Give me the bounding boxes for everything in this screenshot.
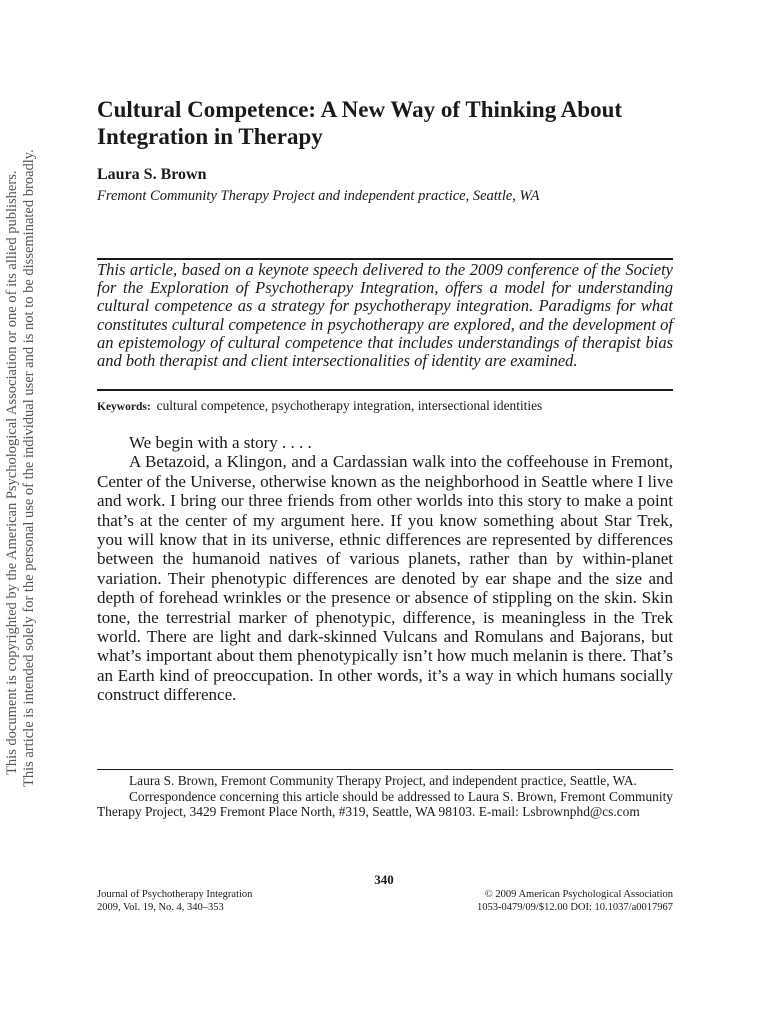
keywords-value: cultural competence, psychotherapy integration, intersectional identities: [156, 398, 543, 413]
page-number: 340: [374, 872, 394, 887]
abstract: This article, based on a keynote speech delivered to the 2009 conference of the Society for the Exploration of Psychotherapy Integration, offers a model for understanding cultural competence as a strategy for psychotherapy integration. Paradigms for what constitutes cultural competence in psychotherapy are explored, and the development of an epistemology of cultural competence that includes understandings of therapist bias and both therapist and client intersectionalities of identity are examined.: [97, 260, 673, 371]
footnotes: [97, 773, 673, 820]
author-affiliation: Fremont Community Therapy Project and independent practice, Seattle, WA: [97, 188, 540, 204]
keywords-line: [97, 398, 673, 414]
copyright-line: © 2009 American Psychological Association: [484, 889, 673, 900]
copyright-notice-line-2: This article is intended solely for the personal use of the individual user and is not to be disseminated broadly.: [21, 149, 37, 787]
body-paragraph: A Betazoid, a Klingon, and a Cardassian walk into the coffeehouse in Fremont, Center of the Universe, otherwise known as the neighborhood in Seattle where I live and work. I bring our three friends from other worlds into this story to make a point that’s at the center of my argument here. If you know something about Star Trek, you will know that in its universe, ethnic differences are represented by differences between the humanoid natives of various planets, rather than by within-planet variation. Their phenotypic differences are denoted by ear shape and the size and depth of forehead wrinkles or the presence or absence of stippling on the skin. Skin tone, the terrestrial marker of phenotypic, difference, is meaningless in the Trek world. There are light and dark-skinned Vulcans and Romulans and Bajorans, but what’s important about them phenotypically isn’t how much melanin is there. That’s an Earth kind of preoccupation. In other words, it’s a way in which humans socially construct difference.: [97, 452, 673, 705]
body-text: [97, 433, 673, 705]
publisher-info: [477, 888, 673, 914]
journal-name: Journal of Psychotherapy Integration: [97, 889, 253, 900]
doi-line: 1053-0479/09/$12.00 DOI: 10.1037/a0017967: [477, 902, 673, 913]
body-paragraph: We begin with a story . . . .: [129, 433, 312, 452]
keywords-label: Keywords:: [97, 401, 151, 413]
article-title: Cultural Competence: A New Way of Thinking About Integration in Therapy: [97, 97, 623, 149]
footnote-correspondence: Correspondence concerning this article should be addressed to Laura S. Brown, Fremont Community Therapy Project, 3429 Fremont Place North, #319, Seattle, WA 98103. E-mail: Lsbrownphd@cs.com: [97, 788, 673, 820]
copyright-side-notice: [0, 0, 60, 1024]
journal-issue: 2009, Vol. 19, No. 4, 340–353: [97, 902, 224, 913]
copyright-notice-line-1: This document is copyrighted by the American Psychological Association or one of its allied publishers.: [4, 170, 20, 775]
footnote-affiliation: Laura S. Brown, Fremont Community Therapy Project, and independent practice, Seattle, WA.: [129, 773, 637, 788]
footnote-rule: [97, 769, 673, 770]
abstract-bottom-rule: [97, 389, 673, 391]
journal-citation: [97, 888, 252, 914]
author-name: Laura S. Brown: [97, 166, 207, 183]
